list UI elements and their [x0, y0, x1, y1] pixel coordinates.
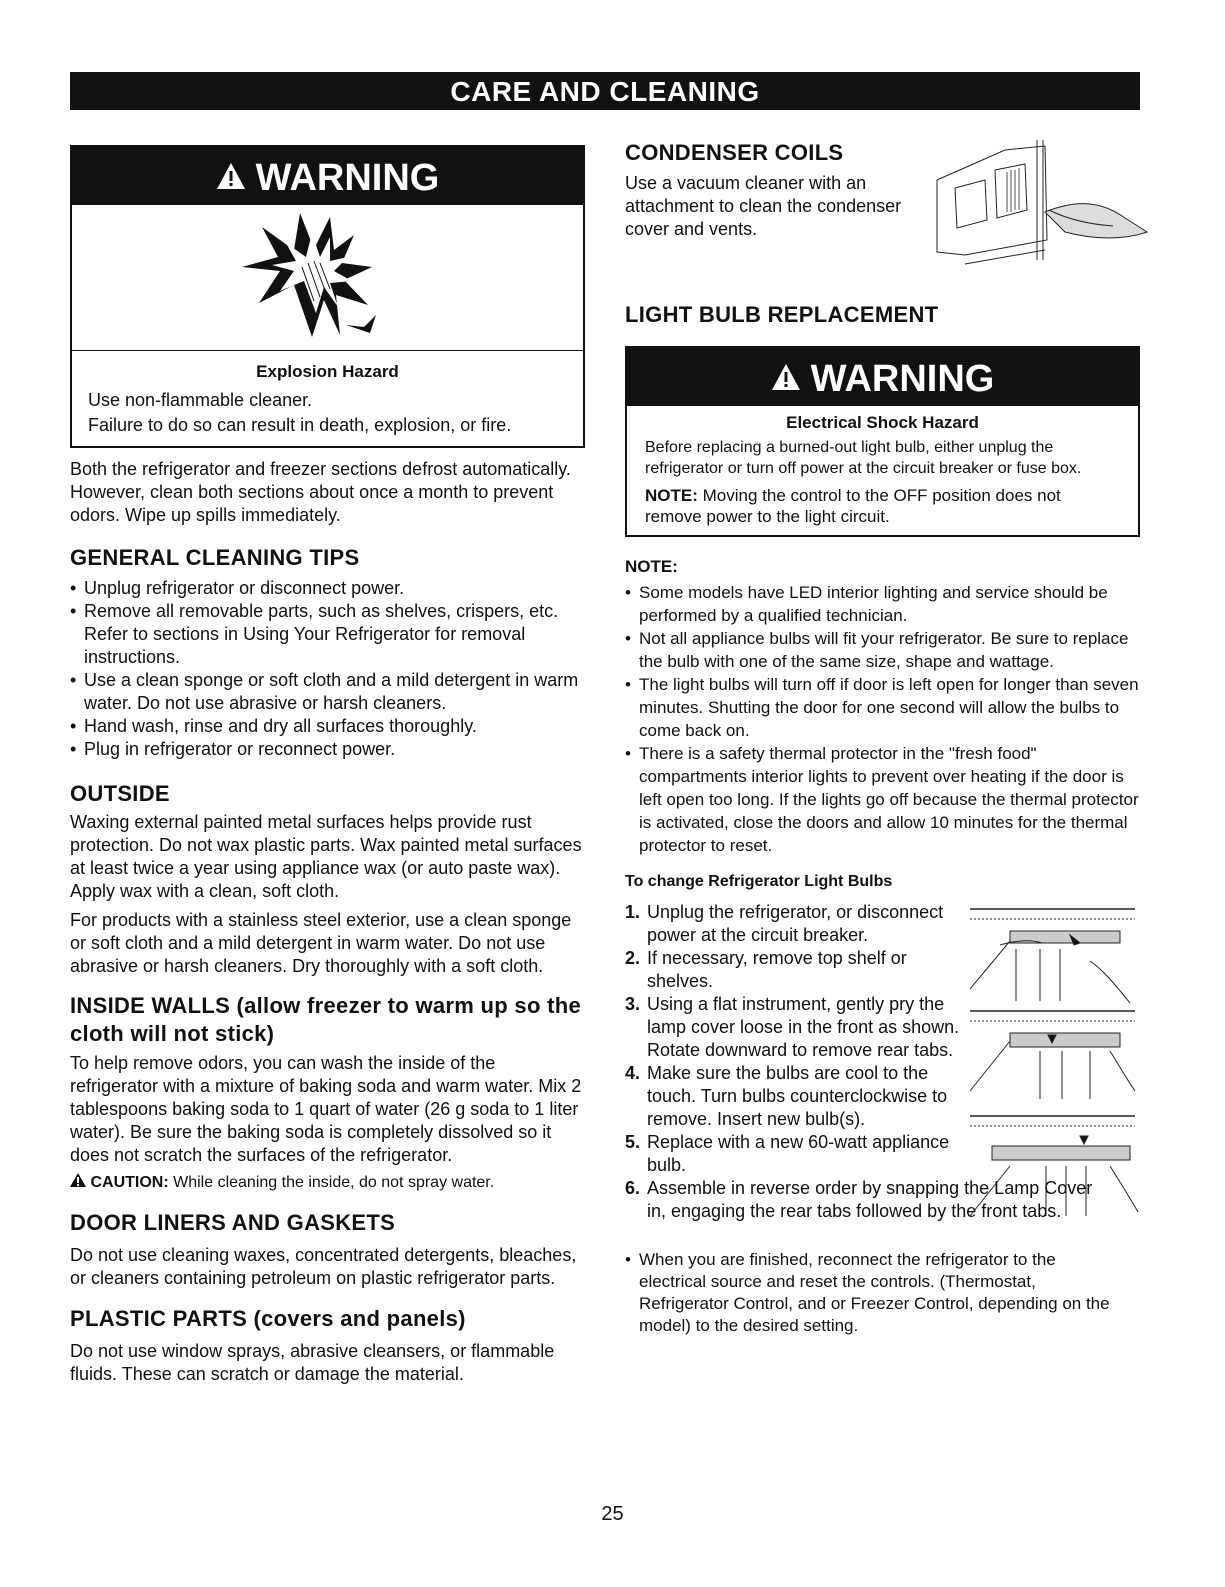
intro-paragraph: Both the refrigerator and freezer sections defrost automatically. However, clean both sections about once a month to prevent odors. Wipe up spills immediately. [70, 459, 571, 525]
explosion-warning-box [70, 145, 585, 448]
step-item [625, 993, 970, 1062]
warning-title: WARNING [810, 358, 995, 400]
warning-note [645, 485, 1120, 527]
step-number: 6. [625, 1178, 641, 1198]
inside-walls-paragraph: To help remove odors, you can wash the inside of the refrigerator with a mixture of baking soda and warm water. Mix 2 tablespoons baking soda to 1 quart of water (26 g soda to 1 liter water). Be sure the baking soda is completely dissolved so it does not scratch the surfaces of the refrigerator. [70, 1053, 582, 1165]
list-item: • When you are finished, reconnect the refrigerator to the electrical source and reset the controls. (Thermostat, Refrigerator Control, and or Freezer Control, depending on the model) to the desired setting. [625, 1249, 1115, 1337]
warning-header [627, 348, 1138, 406]
outside-paragraph: Waxing external painted metal surfaces helps provide rust protection. Do not wax plastic parts. Wax painted metal surfaces at least twice a year using appliance wax (or auto paste wax). Apply wax with a clean, soft cloth. [70, 812, 582, 901]
left-column [70, 145, 585, 1386]
explosion-icon [72, 205, 583, 351]
lamp-step-a [970, 909, 1135, 1003]
note-text: Moving the control to the OFF position does not remove power to the light circuit. [645, 486, 1061, 526]
step-number: 3. [625, 994, 641, 1014]
warning-title: WARNING [255, 157, 440, 199]
list-item: • Some models have LED interior lighting and service should be performed by a qualified technician. [625, 581, 1140, 627]
caution-label: CAUTION: [90, 1174, 169, 1191]
right-column [625, 140, 1140, 1337]
light-bulb-heading: LIGHT BULB REPLACEMENT [625, 302, 939, 327]
steps-section [625, 901, 1140, 1223]
lamp-cover-illustration-icon [970, 901, 1140, 1236]
general-cleaning-list [70, 577, 585, 761]
warning-body [627, 406, 1138, 535]
condenser-paragraph: Use a vacuum cleaner with an attachment to clean the condenser cover and vents. [625, 173, 902, 239]
list-item: • The light bulbs will turn off if door is left open for longer than seven minutes. Shutting the door for one second will allow the bulbs to come back on. [625, 673, 1140, 742]
step-item [625, 1062, 970, 1131]
condenser-illustration-icon [925, 140, 1150, 275]
list-item: • There is a safety thermal protector in the "fresh food" compartments interior lights to prevent over heating if the door is left open too long. If the lights go off because the thermal protector is activated, close the doors and allow 10 minutes for the thermal protector to reset. [625, 742, 1140, 857]
outside-heading: OUTSIDE [70, 781, 170, 806]
warning-header [72, 147, 583, 205]
condenser-section [625, 140, 1140, 280]
list-item: • Use a clean sponge or soft cloth and a mild detergent in warm water. Do not use abrasive or harsh cleaners. [70, 669, 585, 715]
step-item [625, 947, 970, 993]
door-liners-paragraph: Do not use cleaning waxes, concentrated detergents, bleaches, or cleaners containing petroleum on plastic refrigerator parts. [70, 1245, 577, 1288]
change-bulbs-heading: To change Refrigerator Light Bulbs [625, 873, 893, 890]
page-number: 25 [601, 1503, 624, 1525]
step-item [625, 1131, 970, 1177]
step-number: 2. [625, 948, 641, 968]
lamp-step-b [970, 1011, 1135, 1099]
note-heading: NOTE: [625, 557, 678, 576]
list-item: • Unplug refrigerator or disconnect power. [70, 577, 585, 600]
step-number: 5. [625, 1132, 641, 1152]
hazard-title: Electrical Shock Hazard [786, 413, 979, 432]
outside-paragraph: For products with a stainless steel exterior, use a clean sponge or soft cloth and a mild detergent in warm water. Do not use abrasive or harsh cleaners. Dry thoroughly with a soft cloth. [70, 910, 572, 976]
step-text: If necessary, remove top shelf or shelves. [647, 948, 907, 991]
caution-triangle-icon [70, 1174, 86, 1191]
step-text: Replace with a new 60-watt appliance bulb. [647, 1132, 950, 1175]
note-list [625, 581, 1140, 857]
warning-triangle-icon [216, 147, 246, 209]
general-cleaning-heading: GENERAL CLEANING TIPS [70, 545, 360, 570]
warning-triangle-icon [771, 348, 801, 410]
step-item [625, 901, 970, 947]
warning-body [72, 351, 583, 446]
caution-text: While cleaning the inside, do not spray water. [173, 1174, 495, 1191]
step-number: 4. [625, 1063, 641, 1083]
step-text: Assemble in reverse order by snapping the Lamp Cover in, engaging the rear tabs followed by the front tabs. [647, 1178, 1093, 1221]
section-banner: CARE AND CLEANING [70, 72, 1140, 110]
warning-text: Before replacing a burned-out light bulb, either unplug the refrigerator or turn off power at the circuit breaker or fuse box. [645, 439, 1082, 477]
step-text: Make sure the bulbs are cool to the touch. Turn bulbs counterclockwise to remove. Insert new bulb(s). [647, 1063, 948, 1129]
list-item: • Hand wash, rinse and dry all surfaces thoroughly. [70, 715, 585, 738]
step-text: Unplug the refrigerator, or disconnect power at the circuit breaker. [647, 902, 944, 945]
condenser-heading: CONDENSER COILS [625, 140, 844, 165]
note-label: NOTE: [645, 486, 698, 505]
finish-list [625, 1249, 1115, 1337]
door-liners-heading: DOOR LINERS AND GASKETS [70, 1210, 396, 1235]
plastic-parts-heading: PLASTIC PARTS (covers and panels) [70, 1306, 466, 1331]
list-item: • Remove all removable parts, such as shelves, crispers, etc. Refer to sections in Using Your Refrigerator for removal instructions. [70, 600, 585, 669]
step-text: Using a flat instrument, gently pry the lamp cover loose in the front as shown. Rotate downward to remove rear tabs. [647, 994, 960, 1060]
list-item: • Plug in refrigerator or reconnect power. [70, 738, 585, 761]
warning-line: Use non-flammable cleaner. [88, 390, 313, 410]
warning-line: Failure to do so can result in death, explosion, or fire. [88, 415, 512, 435]
electrical-warning-box [625, 346, 1140, 537]
list-item: • Not all appliance bulbs will fit your refrigerator. Be sure to replace the bulb with one of the same size, shape and wattage. [625, 627, 1140, 673]
hazard-title: Explosion Hazard [256, 362, 399, 381]
lamp-step-c [970, 1116, 1138, 1216]
plastic-parts-paragraph: Do not use window sprays, abrasive cleansers, or flammable fluids. These can scratch or damage the material. [70, 1341, 555, 1384]
steps-list [625, 901, 970, 1177]
step-number: 1. [625, 902, 641, 922]
inside-walls-heading: INSIDE WALLS (allow freezer to warm up so the cloth will not stick) [70, 993, 582, 1046]
caution-note [70, 1173, 585, 1192]
